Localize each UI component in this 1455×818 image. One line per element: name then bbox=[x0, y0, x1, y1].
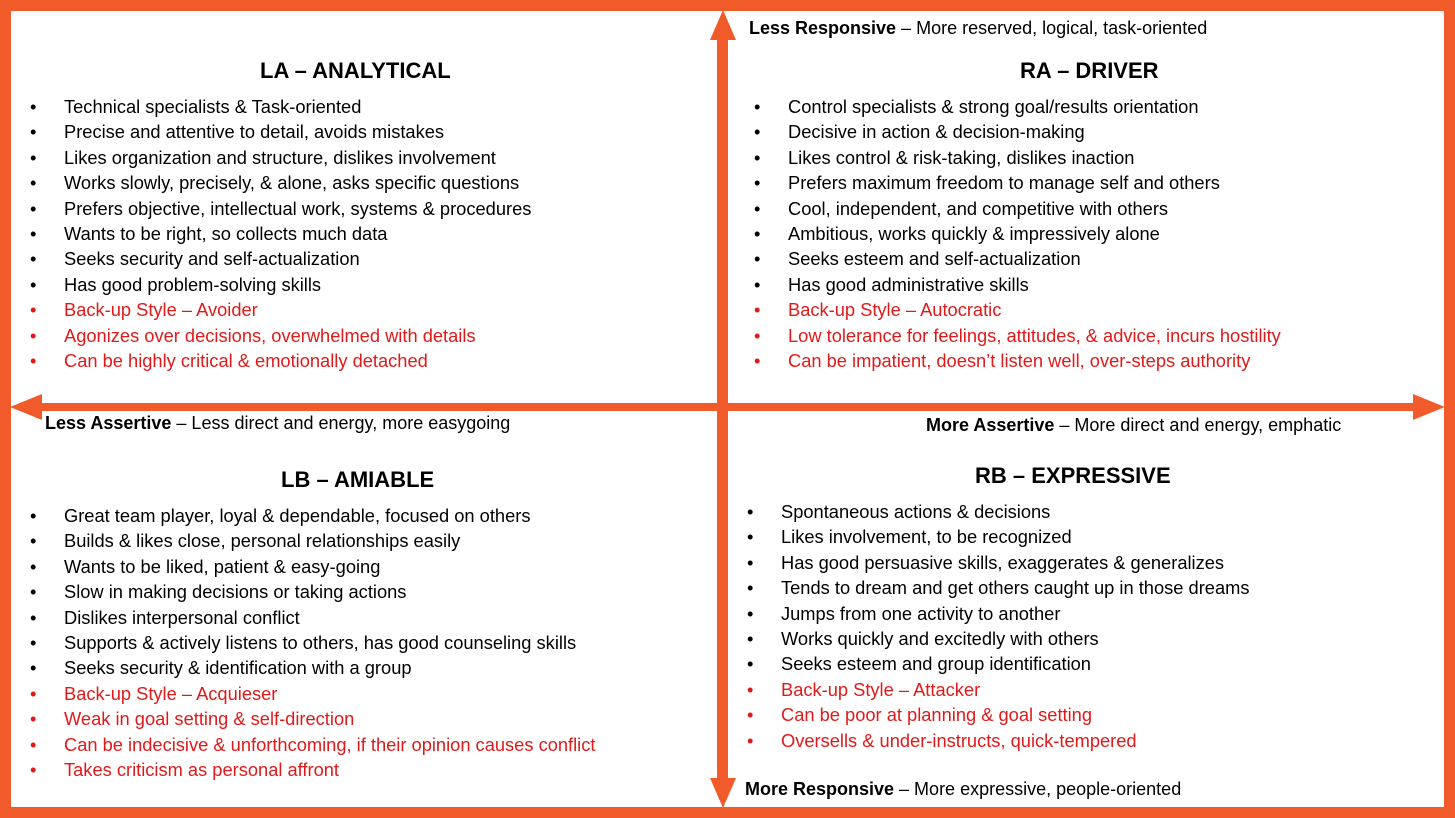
trait-text: Can be impatient, doesn’t listen well, over-steps authority bbox=[788, 349, 1251, 371]
bullet-icon: • bbox=[30, 197, 37, 219]
trait-text: Can be poor at planning & goal setting bbox=[781, 704, 1093, 726]
bullet-icon: • bbox=[30, 121, 37, 143]
bullet-icon: • bbox=[30, 299, 37, 321]
trait-text: Works slowly, precisely, & alone, asks specific questions bbox=[64, 172, 520, 194]
bullet-icon: • bbox=[30, 708, 37, 730]
axis-label-left-desc: – Less direct and energy, more easygoing bbox=[171, 413, 511, 433]
trait-text: Back-up Style – Attacker bbox=[781, 678, 981, 700]
axis-label-bottom-desc: – More expressive, people-oriented bbox=[894, 779, 1182, 799]
bullet-icon: • bbox=[747, 577, 754, 599]
trait-text: Has good problem-solving skills bbox=[64, 273, 322, 295]
trait-text: Slow in making decisions or taking actions bbox=[64, 581, 407, 603]
trait-text: Decisive in action & decision-making bbox=[788, 121, 1085, 143]
trait-text: Cool, independent, and competitive with others bbox=[788, 197, 1169, 219]
trait-text: Agonizes over decisions, overwhelmed with details bbox=[64, 324, 476, 346]
arrow-right-icon bbox=[1413, 394, 1445, 420]
trait-text: Can be indecisive & unforthcoming, if their opinion causes conflict bbox=[64, 733, 596, 755]
axis-label-right-bold: More Assertive bbox=[926, 415, 1055, 435]
trait-text: Oversells & under-instructs, quick-tempered bbox=[781, 729, 1137, 751]
trait-text: Likes control & risk-taking, dislikes inaction bbox=[788, 146, 1135, 168]
bullet-icon: • bbox=[747, 551, 754, 573]
trait-text: Has good persuasive skills, exaggerates & generalizes bbox=[781, 551, 1225, 573]
bullet-icon: • bbox=[747, 627, 754, 649]
trait-text: Great team player, loyal & dependable, focused on others bbox=[64, 505, 531, 526]
trait-text: Back-up Style – Autocratic bbox=[788, 299, 1002, 321]
arrow-down-icon bbox=[710, 778, 736, 808]
axis-label-bottom bbox=[745, 779, 1181, 800]
axis-label-left bbox=[45, 413, 510, 434]
bullet-icon: • bbox=[30, 96, 37, 117]
bullet-icon: • bbox=[747, 704, 754, 726]
bullet-icon: • bbox=[747, 526, 754, 548]
trait-text: Weak in goal setting & self-direction bbox=[64, 708, 355, 730]
bullet-icon: • bbox=[30, 349, 37, 371]
trait-text: Seeks esteem and self-actualization bbox=[788, 248, 1081, 270]
bullet-icon: • bbox=[30, 758, 37, 780]
arrow-up-icon bbox=[710, 10, 736, 40]
bullet-icon: • bbox=[30, 733, 37, 755]
bullet-icon: • bbox=[754, 172, 761, 194]
trait-text: Likes organization and structure, dislikes involvement bbox=[64, 146, 496, 168]
trait-text: Control specialists & strong goal/results orientation bbox=[788, 96, 1199, 117]
bullet-icon: • bbox=[30, 172, 37, 194]
bullet-icon: • bbox=[30, 530, 37, 552]
axis-label-top-desc: – More reserved, logical, task-oriented bbox=[896, 18, 1208, 38]
trait-text: Prefers maximum freedom to manage self and others bbox=[788, 172, 1220, 194]
bullet-icon: • bbox=[754, 324, 761, 346]
bullet-icon: • bbox=[30, 146, 37, 168]
bullet-icon: • bbox=[30, 248, 37, 270]
trait-text: Takes criticism as personal affront bbox=[64, 758, 340, 780]
quadrant-title-expressive: RB – EXPRESSIVE bbox=[975, 463, 1171, 488]
bullet-icon: • bbox=[747, 729, 754, 751]
axis-label-top-bold: Less Responsive bbox=[749, 18, 897, 38]
trait-text: Builds & likes close, personal relationships easily bbox=[64, 530, 461, 552]
bullet-icon: • bbox=[30, 682, 37, 704]
bullet-icon: • bbox=[754, 96, 761, 117]
bullet-icon: • bbox=[30, 631, 37, 653]
trait-text: Seeks esteem and group identification bbox=[781, 653, 1091, 675]
bullet-icon: • bbox=[30, 505, 37, 526]
bullet-icon: • bbox=[30, 222, 37, 244]
trait-text: Back-up Style – Avoider bbox=[64, 299, 258, 321]
bullet-icon: • bbox=[754, 248, 761, 270]
bullet-icon: • bbox=[754, 273, 761, 295]
bullet-icon: • bbox=[30, 657, 37, 679]
arrow-left-icon bbox=[10, 394, 42, 420]
trait-text: Jumps from one activity to another bbox=[781, 602, 1061, 624]
quadrant-title-driver: RA – DRIVER bbox=[1020, 58, 1159, 83]
trait-text: Works quickly and excitedly with others bbox=[781, 627, 1099, 649]
trait-text: Seeks security and self-actualization bbox=[64, 248, 360, 270]
axis-label-top bbox=[749, 18, 1207, 39]
bullet-icon: • bbox=[754, 197, 761, 219]
horizontal-axis-line bbox=[28, 403, 1428, 411]
bullet-icon: • bbox=[747, 653, 754, 675]
bullet-icon: • bbox=[747, 602, 754, 624]
bullet-icon: • bbox=[754, 299, 761, 321]
trait-text: Low tolerance for feelings, attitudes, & advice, incurs hostility bbox=[788, 324, 1281, 346]
trait-text: Spontaneous actions & decisions bbox=[781, 501, 1051, 522]
bullet-icon: • bbox=[30, 324, 37, 346]
trait-text: Wants to be right, so collects much data bbox=[64, 222, 388, 244]
bullet-icon: • bbox=[30, 273, 37, 295]
quadrant-title-amiable: LB – AMIABLE bbox=[281, 467, 435, 492]
bullet-icon: • bbox=[747, 501, 754, 522]
trait-text: Dislikes interpersonal conflict bbox=[64, 606, 300, 628]
bullet-icon: • bbox=[30, 555, 37, 577]
axis-label-left-bold: Less Assertive bbox=[45, 413, 172, 433]
bullet-icon: • bbox=[754, 146, 761, 168]
trait-text: Ambitious, works quickly & impressively alone bbox=[788, 222, 1160, 244]
trait-text: Technical specialists & Task-oriented bbox=[64, 96, 362, 117]
trait-text: Precise and attentive to detail, avoids mistakes bbox=[64, 121, 445, 143]
trait-text: Prefers objective, intellectual work, systems & procedures bbox=[64, 197, 532, 219]
trait-text: Supports & actively listens to others, has good counseling skills bbox=[64, 631, 577, 653]
trait-text: Seeks security & identification with a group bbox=[64, 657, 412, 679]
trait-text: Has good administrative skills bbox=[788, 273, 1029, 295]
axis-label-right bbox=[926, 415, 1341, 436]
trait-text: Tends to dream and get others caught up in those dreams bbox=[781, 577, 1250, 599]
bullet-icon: • bbox=[30, 606, 37, 628]
bullet-icon: • bbox=[754, 121, 761, 143]
trait-text: Back-up Style – Acquieser bbox=[64, 682, 278, 704]
trait-text: Can be highly critical & emotionally detached bbox=[64, 349, 428, 371]
bullet-icon: • bbox=[754, 222, 761, 244]
axis-label-right-desc: – More direct and energy, emphatic bbox=[1054, 415, 1342, 435]
bullet-icon: • bbox=[747, 678, 754, 700]
trait-text: Wants to be liked, patient & easy-going bbox=[64, 555, 381, 577]
quadrant-title-analytical: LA – ANALYTICAL bbox=[260, 58, 451, 83]
bullet-icon: • bbox=[30, 581, 37, 603]
axis-label-bottom-bold: More Responsive bbox=[745, 779, 895, 799]
trait-text: Likes involvement, to be recognized bbox=[781, 526, 1072, 548]
bullet-icon: • bbox=[754, 349, 761, 371]
